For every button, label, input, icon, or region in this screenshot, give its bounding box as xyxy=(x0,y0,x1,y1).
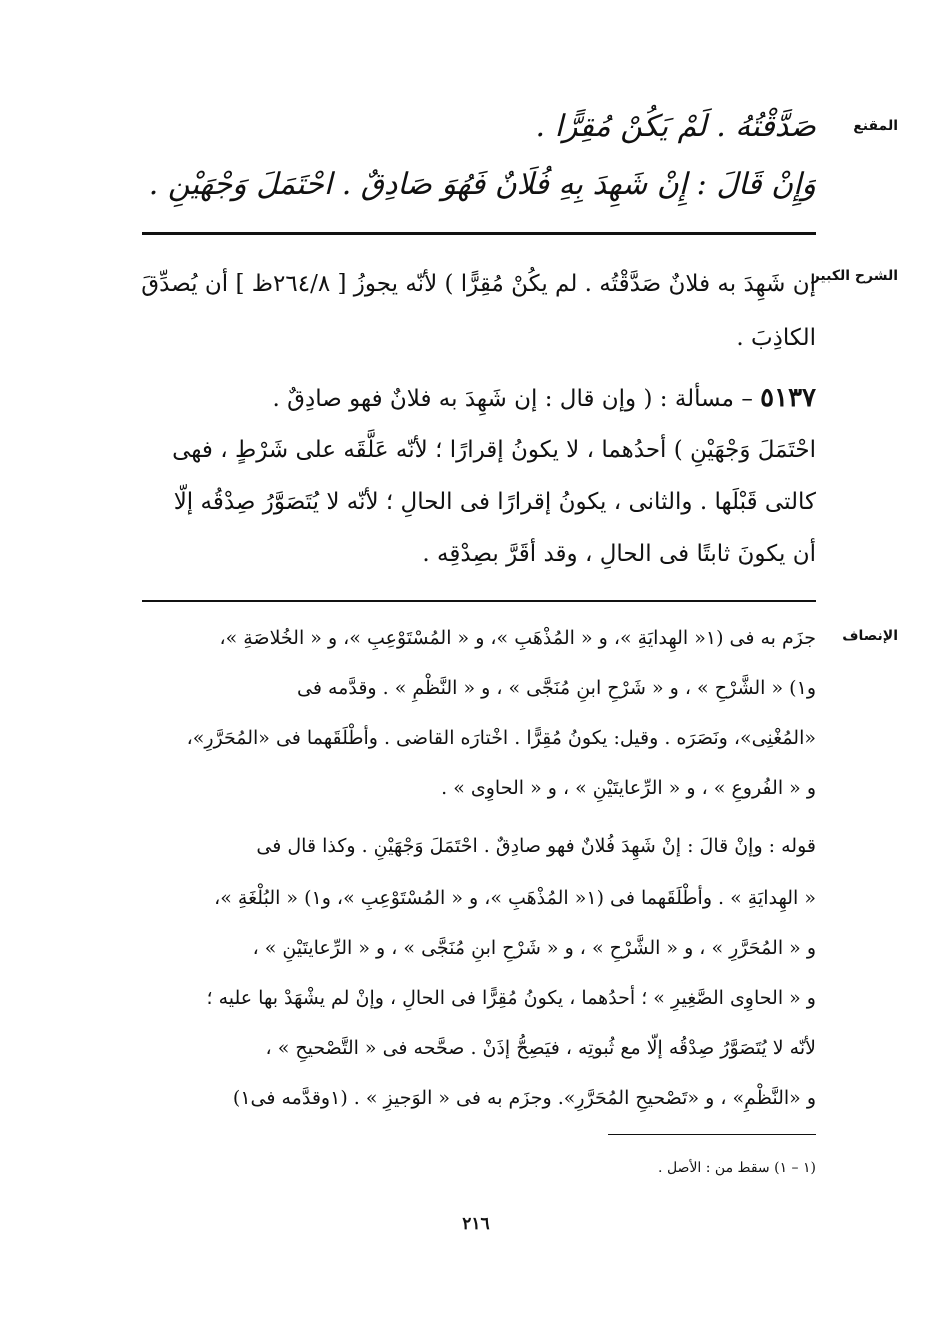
insaf-p1-line-3: «المُغْنِى»، ونَصَرَه . وقيل: يكونُ مُقِرًّا . اخْتارَه القاضى . وأطْلَقَهما فى «المُحَرَّرِ»، xyxy=(186,727,816,749)
insaf-p1-line-2: و١) « الشَّرْحِ » ، و « شَرْحِ ابنِ مُنَجَّى » ، و « النَّظْمِ » . وقدَّمه فى xyxy=(297,677,816,699)
insaf-p2-line-5: لأنّه لا يُتَصَوَّرُ صِدْقُه إلّا مع ثُبوتِه ، فيَصِحُّ إذَنْ . صحَّحه فى « التَّصْحيحِ » ، xyxy=(265,1037,816,1059)
insaf-p2-line-1: قوله : وإنْ قالَ : إنْ شَهِدَ فُلانٌ فهو صادِقٌ . احْتَمَلَ وَجْهَيْنِ . وكذا قال فى xyxy=(256,835,816,857)
insaf-p1-line-1: جزَم به فى (١« الهِدايَةِ »، و « المُذْهَبِ »، و « المُسْتَوْعِبِ »، و « الخُلاصَةِ »، xyxy=(219,627,816,649)
issue-number: ٥١٣٧ xyxy=(760,383,816,413)
insaf-p2-line-3: و « المُحَرَّرِ » ، و « الشَّرْحِ » ، و « شَرْحِ ابنِ مُنَجَّى » ، و « الرِّعايتَيْنِ » ، xyxy=(252,937,816,959)
insaf-p1-line-4: و « الفُروعِ » ، و « الرِّعايتَيْنِ » ، و « الحاوِى » . xyxy=(441,777,816,799)
sharh-issue-line-4: أن يكونَ ثابتًا فى الحالِ ، وقد أقَرَّ بصِدْقِه . xyxy=(422,541,816,567)
sharh-label: الشرح الكبير xyxy=(811,268,898,284)
page-number: ٢١٦ xyxy=(462,1214,490,1234)
insaf-label: الإنصاف xyxy=(842,628,898,644)
sharh-issue-line-3: كالتى قَبْلَها . والثانى ، يكونُ إقرارًا فى الحالِ ؛ لأنّه لا يُتَصَوَّرُ صِدْقُه إلّا xyxy=(173,489,816,515)
muqni-divider xyxy=(142,232,816,235)
sharh-issue-line-2: احْتَمَلَ وَجْهَيْنِ ) أحدُهما ، لا يكونُ إقرارًا ؛ لأنّه عَلَّقَه على شَرْطٍ ، فهى xyxy=(172,437,816,463)
footnote-divider xyxy=(608,1134,816,1135)
footnote: (١ – ١) سقط من : الأصل . xyxy=(658,1160,816,1176)
muqni-line-1: صَدَّقْتُهُ . لَمْ يَكُنْ مُقِرًّا . xyxy=(535,109,816,144)
muqni-label: المقنع xyxy=(853,118,898,134)
insaf-p2-line-4: و « الحاوِى الصَّغِيرِ » ؛ أحدُهما ، يكونُ مُقِرًّا فى الحالِ ، وإنْ لم يشْهَدْ بها عليه ؛ xyxy=(206,987,816,1009)
sharh-divider xyxy=(142,600,816,602)
insaf-p2-line-6: و «النَّظْمِ» ، و «تَصْحيحِ المُحَرَّرِ». وجزَم به فى « الوَجيزِ » . (١وقدَّمه فى١) xyxy=(232,1087,816,1109)
sharh-line-1: إن شَهِدَ به فلانٌ صَدَّقْتُه . لم يكُنْ مُقِرًّا ) لأنّه يجوزُ [ ٢٦٤/٨ظ ] أن يُصدِّقَ xyxy=(141,271,816,297)
muqni-line-2: وَإِنْ قَالَ : إِنْ شَهِدَ بِهِ فُلَانٌ فَهُوَ صَادِقٌ . احْتَمَلَ وَجْهَيْنِ . xyxy=(148,167,816,202)
sharh-issue-line-1 xyxy=(130,376,816,421)
sharh-line-2: الكاذِبَ . xyxy=(736,325,816,351)
issue-heading-text: – مسألة : ( وإن قال : إن شَهِدَ به فلانٌ فهو صادِقٌ . xyxy=(272,386,753,412)
insaf-p2-line-2: « الهِدايَةِ » . وأطْلَقَهما فى (١« المُذْهَبِ »، و « المُسْتَوْعِبِ »، و١) « البُلْغَةِ »، xyxy=(214,887,816,909)
